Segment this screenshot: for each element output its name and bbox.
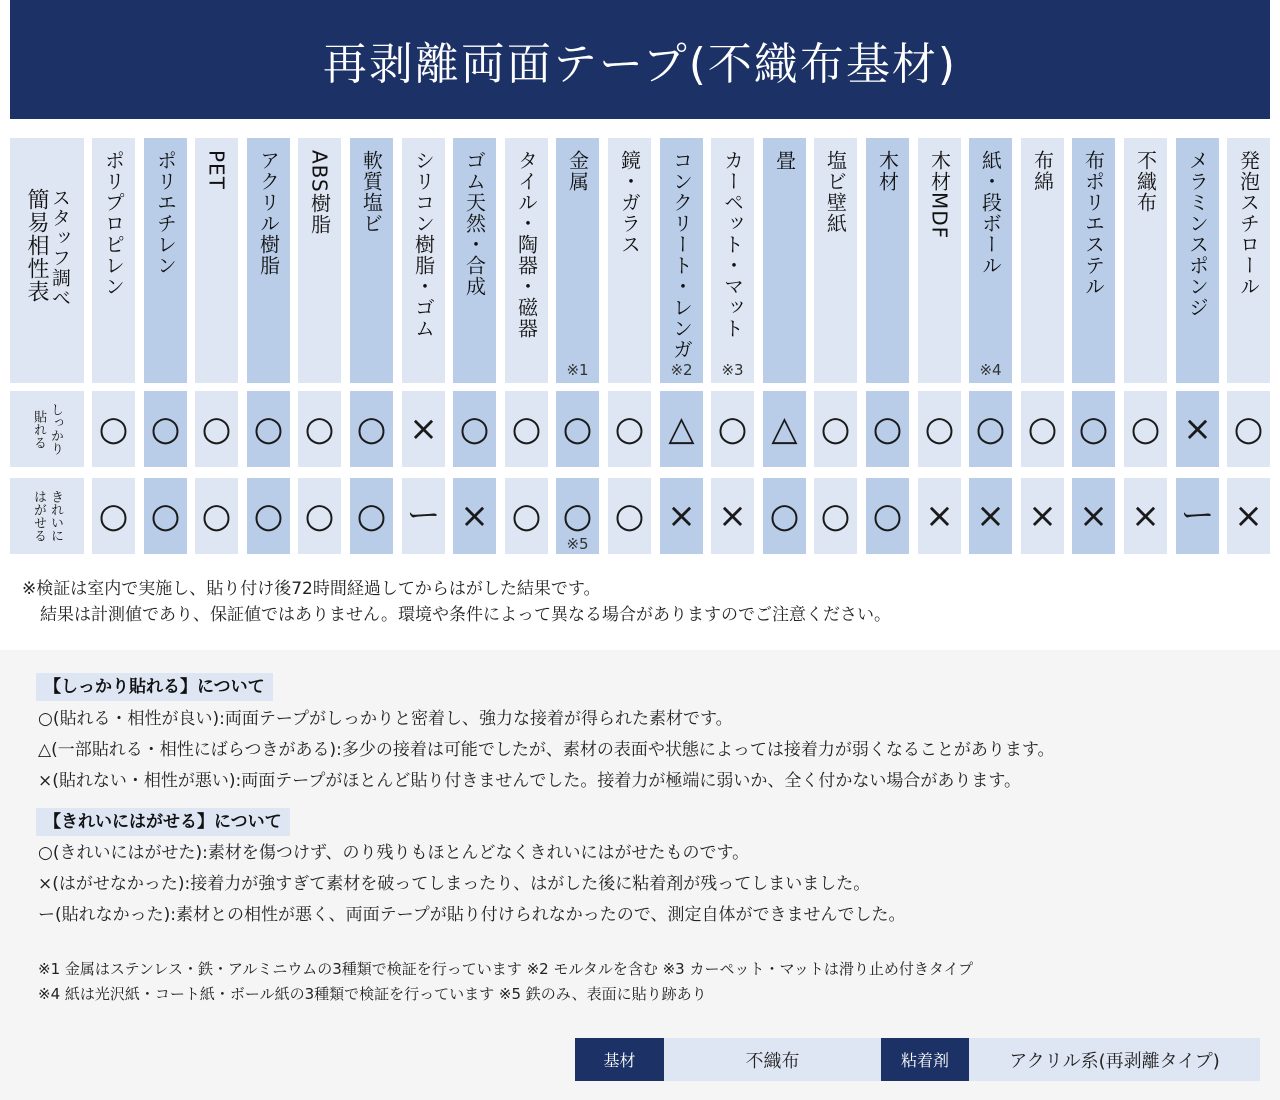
rating-symbol: ー [1180, 496, 1215, 536]
compatibility-table [10, 138, 1272, 554]
rating-symbol: ー [406, 496, 441, 536]
material-header [711, 138, 754, 383]
material-name: 発泡スチロール [1236, 150, 1261, 297]
material-header [660, 138, 703, 383]
material-header [350, 138, 393, 383]
material-note: ※3 [721, 361, 744, 379]
material-header [247, 138, 290, 383]
material-header [556, 138, 599, 383]
row-label-stick-line1: しっかり [48, 403, 63, 455]
material-header [1176, 138, 1219, 383]
remove-rating [608, 478, 651, 554]
rating-symbol: △ [668, 409, 695, 449]
row-label-stick [10, 391, 84, 467]
rating-symbol: ○ [924, 409, 955, 449]
rating-symbol: ○ [459, 409, 490, 449]
rating-symbol: ○ [614, 409, 645, 449]
remove-rating [144, 478, 187, 554]
material-header [1124, 138, 1167, 383]
material-subname: ポリエステル [1081, 171, 1106, 297]
stick-rating [918, 391, 961, 467]
material-name: 不織布 [1133, 150, 1158, 213]
rating-symbol: ○ [253, 496, 284, 536]
stick-rating [1176, 391, 1219, 467]
material-note: ※4 [979, 361, 1002, 379]
remove-rating [918, 478, 961, 554]
material-name: シリコン [411, 150, 436, 234]
material-name: ゴム [462, 150, 487, 192]
rating-symbol: ○ [304, 409, 335, 449]
material-header [144, 138, 187, 383]
remove-rating [763, 478, 806, 554]
material-header [866, 138, 909, 383]
rating-symbol: ○ [201, 409, 232, 449]
stick-rating [144, 391, 187, 467]
rating-symbol: ○ [820, 409, 851, 449]
rating-symbol: ○ [356, 496, 387, 536]
rating-symbol: × [925, 496, 954, 536]
rating-symbol: ○ [356, 409, 387, 449]
material-header [195, 138, 238, 383]
stick-rating [711, 391, 754, 467]
rating-symbol: ○ [562, 496, 593, 536]
material-note: ※2 [670, 361, 693, 379]
material-name: 木材 [875, 150, 900, 192]
rating-note: ※5 [566, 535, 589, 553]
material-name: ポリプロピレン [101, 150, 126, 297]
test-note-line: ※検証は室内で実施し、貼り付け後72時間経過してからはがした結果です。 [22, 579, 601, 599]
remove-rating [298, 478, 341, 554]
remove-rating [195, 478, 238, 554]
material-name: ABS樹脂 [307, 150, 332, 235]
adhesive-value: アクリル系(再剥離タイプ) [969, 1038, 1260, 1081]
material-name: 布 [1030, 150, 1055, 171]
material-header [92, 138, 135, 383]
footnote-line: ※4 紙は光沢紙・コート紙・ボール紙の3種類で検証を行っています ※5 鉄のみ、表面に貼り跡あり [38, 985, 707, 1003]
material-name: コンクリート・レンガ [669, 150, 694, 360]
corner-subtitle: スタッフ調べ [49, 188, 71, 308]
base-value: 不織布 [664, 1038, 881, 1081]
material-header [505, 138, 548, 383]
stick-rating [92, 391, 135, 467]
rating-symbol: ○ [150, 496, 181, 536]
stick-rating [505, 391, 548, 467]
material-name: ポリエチレン [153, 150, 178, 276]
rating-symbol: × [718, 496, 747, 536]
corner-header [10, 138, 84, 383]
material-header [1021, 138, 1064, 383]
material-name: アクリル樹脂 [256, 150, 281, 276]
rating-symbol: ○ [201, 496, 232, 536]
legend-line: ○(きれいにはがせた):素材を傷つけず、のり残りもほとんどなくきれいにはがせたものです。 [38, 843, 750, 863]
material-header [918, 138, 961, 383]
remove-rating [814, 478, 857, 554]
material-name: 紙・段ボール [978, 150, 1003, 276]
material-name: 金属 [565, 150, 590, 192]
section-title-remove: 【きれいにはがせる】について [36, 808, 290, 836]
rating-symbol: ○ [717, 409, 748, 449]
stick-rating [1227, 391, 1270, 467]
row-label-remove-line2: はがせる [31, 490, 46, 542]
stick-rating [195, 391, 238, 467]
remove-rating [866, 478, 909, 554]
remove-rating [1072, 478, 1115, 554]
rating-symbol: ○ [511, 496, 542, 536]
rating-symbol: ○ [820, 496, 851, 536]
remove-rating [402, 478, 445, 554]
legend-line: ×(貼れない・相性が悪い):両面テープがほとんど貼り付きませんでした。接着力が極端に弱いか、全く付かない場合があります。 [38, 771, 1022, 791]
material-subname: 天然・合成 [462, 192, 487, 297]
rating-symbol: ○ [769, 496, 800, 536]
remove-rating [660, 478, 703, 554]
adhesive-label: 粘着剤 [881, 1038, 969, 1081]
stick-rating [298, 391, 341, 467]
stick-rating [402, 391, 445, 467]
stick-rating [453, 391, 496, 467]
stick-rating [608, 391, 651, 467]
rating-symbol: ○ [150, 409, 181, 449]
rating-symbol: ○ [1130, 409, 1161, 449]
row-label-stick-line2: 貼れる [31, 409, 46, 449]
row-label-remove [10, 478, 84, 554]
remove-rating [1176, 478, 1219, 554]
footnote-line: ※1 金属はステンレス・鉄・アルミニウムの3種類で検証を行っています ※2 モルタルを含む ※3 カーペット・マットは滑り止め付きタイプ [38, 960, 974, 978]
remove-rating [1227, 478, 1270, 554]
material-name: 塩ビ壁紙 [823, 150, 848, 234]
remove-rating [453, 478, 496, 554]
stick-rating [1072, 391, 1115, 467]
remove-rating [1021, 478, 1064, 554]
rating-symbol: ○ [562, 409, 593, 449]
stick-rating [866, 391, 909, 467]
material-name: タイル・陶器・磁器 [514, 150, 539, 339]
material-name: カーペット・マット [720, 150, 745, 339]
material-header [814, 138, 857, 383]
material-header [1227, 138, 1270, 383]
material-header [763, 138, 806, 383]
material-subname: 綿 [1030, 171, 1055, 192]
rating-symbol: ○ [614, 496, 645, 536]
remove-rating [1124, 478, 1167, 554]
legend-line: ×(はがせなかった):接着力が強すぎて素材を破ってしまったり、はがした後に粘着剤が残ってしまいました。 [38, 874, 871, 894]
stick-rating [814, 391, 857, 467]
stick-rating [1021, 391, 1064, 467]
rating-symbol: × [1079, 496, 1108, 536]
rating-symbol: × [1028, 496, 1057, 536]
material-name: 鏡・ガラス [617, 150, 642, 255]
rating-symbol: △ [771, 409, 798, 449]
rating-symbol: ○ [511, 409, 542, 449]
corner-title: 簡易相性表 [24, 188, 49, 303]
base-label: 基材 [575, 1038, 664, 1081]
rating-symbol: × [1183, 409, 1212, 449]
rating-symbol: ○ [98, 409, 129, 449]
material-header [608, 138, 651, 383]
rating-symbol: ○ [975, 409, 1006, 449]
rating-symbol: × [667, 496, 696, 536]
rating-symbol: ○ [1027, 409, 1058, 449]
stick-rating [556, 391, 599, 467]
legend-line: △(一部貼れる・相性にばらつきがある):多少の接着は可能でしたが、素材の表面や状態によっては接着力が弱くなることがあります。 [38, 740, 1055, 760]
rating-symbol: × [1131, 496, 1160, 536]
test-notes [22, 576, 1262, 628]
rating-symbol: ○ [1233, 409, 1264, 449]
remove-rating [711, 478, 754, 554]
material-subname: 樹脂・ゴム [411, 234, 436, 339]
rating-symbol: ○ [98, 496, 129, 536]
remove-rating [92, 478, 135, 554]
material-note: ※1 [566, 361, 589, 379]
material-header [402, 138, 445, 383]
rating-symbol: × [409, 409, 438, 449]
rating-symbol: ○ [872, 496, 903, 536]
material-name: 軟質塩ビ [359, 150, 384, 234]
stick-rating [763, 391, 806, 467]
remove-rating [969, 478, 1012, 554]
material-header [1072, 138, 1115, 383]
material-header [969, 138, 1012, 383]
rating-symbol: ○ [1078, 409, 1109, 449]
stick-rating [969, 391, 1012, 467]
remove-rating [350, 478, 393, 554]
section-title-stick: 【しっかり貼れる】について [36, 673, 273, 701]
stick-rating [660, 391, 703, 467]
test-note-line: 結果は計測値であり、保証値ではありません。環境や条件によって異なる場合がありますのでご注意ください。 [40, 605, 892, 625]
material-name: 木材MDF [927, 150, 952, 240]
material-name: 布 [1081, 150, 1106, 171]
material-header [453, 138, 496, 383]
rating-symbol: × [976, 496, 1005, 536]
material-name: メラミンスポンジ [1185, 150, 1210, 318]
row-label-remove-line1: きれいに [48, 490, 63, 542]
legend-line: ー(貼れなかった):素材との相性が悪く、両面テープが貼り付けられなかったので、測定自体ができませんでした。 [38, 905, 906, 925]
stick-rating [247, 391, 290, 467]
remove-rating [247, 478, 290, 554]
material-name: 畳 [772, 150, 797, 171]
remove-rating [556, 478, 599, 554]
stick-rating [1124, 391, 1167, 467]
remove-rating [505, 478, 548, 554]
material-header [298, 138, 341, 383]
rating-symbol: × [1234, 496, 1263, 536]
legend-line: ○(貼れる・相性が良い):両面テープがしっかりと密着し、強力な接着が得られた素材です。 [38, 709, 733, 729]
stick-rating [350, 391, 393, 467]
material-name: PET [204, 150, 229, 190]
rating-symbol: × [460, 496, 489, 536]
rating-symbol: ○ [872, 409, 903, 449]
rating-symbol: ○ [304, 496, 335, 536]
page-title: 再剥離両面テープ(不織布基材) [10, 0, 1270, 119]
rating-symbol: ○ [253, 409, 284, 449]
